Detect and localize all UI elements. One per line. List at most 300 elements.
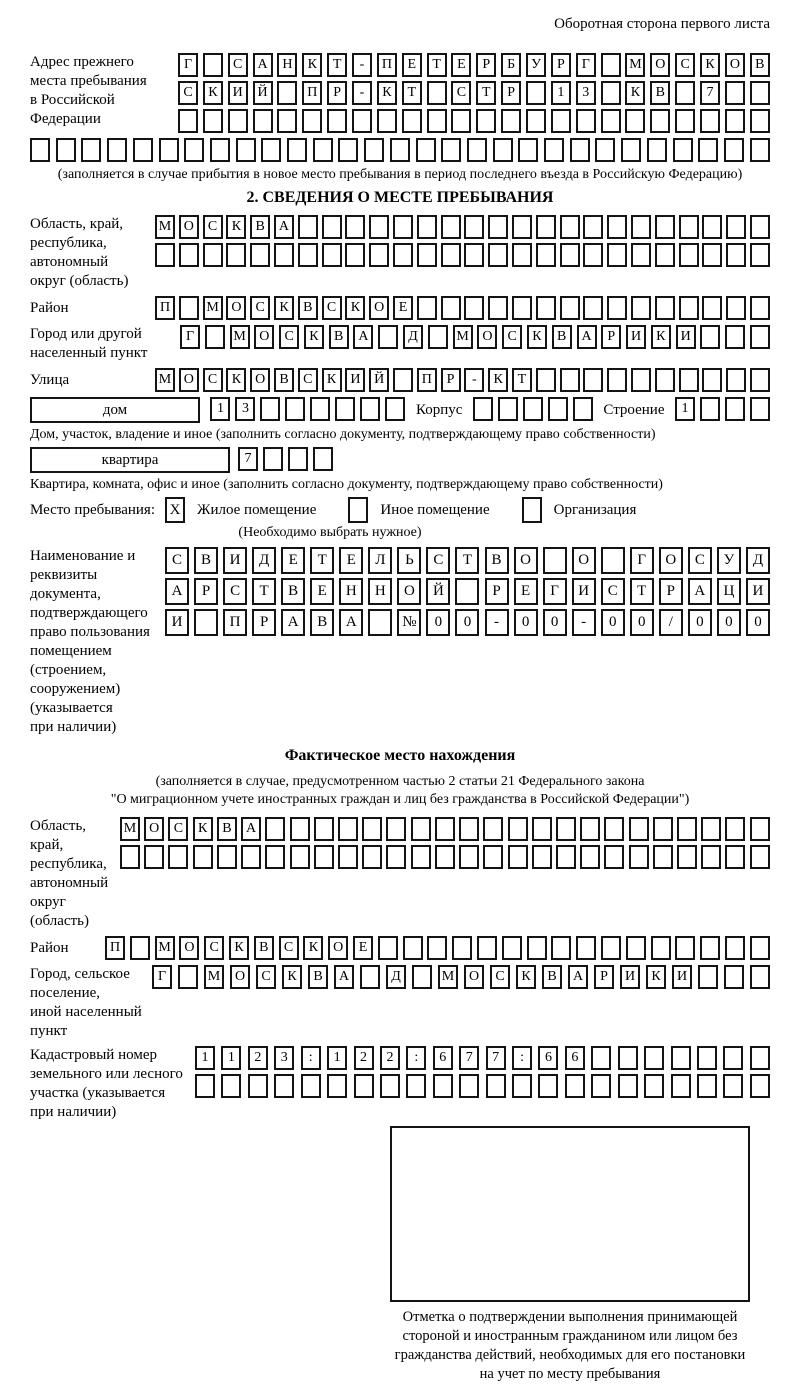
- char-cell[interactable]: [595, 138, 615, 162]
- char-cell[interactable]: [701, 817, 721, 841]
- char-cell[interactable]: 3: [274, 1046, 294, 1070]
- char-cell[interactable]: [583, 215, 603, 239]
- char-cell[interactable]: Т: [630, 578, 654, 605]
- char-cell[interactable]: [417, 215, 437, 239]
- char-cell[interactable]: Д: [403, 325, 423, 349]
- char-cell[interactable]: [750, 243, 770, 267]
- char-cell[interactable]: [647, 138, 667, 162]
- char-cell[interactable]: 0: [543, 609, 567, 636]
- char-cell[interactable]: 7: [700, 81, 720, 105]
- char-cell[interactable]: [56, 138, 76, 162]
- char-cell[interactable]: Т: [427, 53, 447, 77]
- char-cell[interactable]: [607, 368, 627, 392]
- char-cell[interactable]: [274, 243, 294, 267]
- char-cell[interactable]: Е: [402, 53, 422, 77]
- char-cell[interactable]: [464, 296, 484, 320]
- char-cell[interactable]: О: [254, 325, 274, 349]
- char-cell[interactable]: Г: [180, 325, 200, 349]
- char-cell[interactable]: 0: [717, 609, 741, 636]
- char-cell[interactable]: [459, 845, 479, 869]
- char-cell[interactable]: [723, 1046, 743, 1070]
- char-cell[interactable]: М: [438, 965, 458, 989]
- char-cell[interactable]: [168, 845, 188, 869]
- char-cell[interactable]: [459, 1074, 479, 1098]
- char-cell[interactable]: [277, 109, 297, 133]
- char-cell[interactable]: [601, 547, 625, 574]
- char-cell[interactable]: 7: [486, 1046, 506, 1070]
- char-cell[interactable]: [411, 845, 431, 869]
- char-cell[interactable]: [144, 845, 164, 869]
- char-cell[interactable]: [403, 936, 423, 960]
- char-cell[interactable]: [277, 81, 297, 105]
- char-cell[interactable]: 0: [426, 609, 450, 636]
- char-cell[interactable]: С: [256, 965, 276, 989]
- char-cell[interactable]: А: [339, 609, 363, 636]
- char-cell[interactable]: К: [625, 81, 645, 105]
- char-cell[interactable]: А: [334, 965, 354, 989]
- char-cell[interactable]: [263, 447, 283, 471]
- char-cell[interactable]: [433, 1074, 453, 1098]
- char-cell[interactable]: В: [542, 965, 562, 989]
- char-cell[interactable]: [527, 936, 547, 960]
- char-cell[interactable]: [543, 547, 567, 574]
- char-cell[interactable]: [236, 138, 256, 162]
- char-cell[interactable]: [393, 243, 413, 267]
- char-cell[interactable]: :: [406, 1046, 426, 1070]
- char-cell[interactable]: [250, 243, 270, 267]
- char-cell[interactable]: [573, 397, 593, 421]
- char-cell[interactable]: [81, 138, 101, 162]
- char-cell[interactable]: [362, 817, 382, 841]
- char-cell[interactable]: [679, 296, 699, 320]
- house-wide-box[interactable]: дом: [30, 397, 200, 423]
- char-cell[interactable]: [702, 215, 722, 239]
- char-cell[interactable]: В: [250, 215, 270, 239]
- char-cell[interactable]: О: [397, 578, 421, 605]
- char-cell[interactable]: [483, 817, 503, 841]
- char-cell[interactable]: Н: [368, 578, 392, 605]
- char-cell[interactable]: -: [352, 53, 372, 77]
- char-cell[interactable]: [538, 1074, 558, 1098]
- char-cell[interactable]: К: [302, 53, 322, 77]
- char-cell[interactable]: 7: [238, 447, 258, 471]
- char-cell[interactable]: Г: [576, 53, 596, 77]
- char-cell[interactable]: [210, 138, 230, 162]
- char-cell[interactable]: [604, 845, 624, 869]
- char-cell[interactable]: [750, 296, 770, 320]
- char-cell[interactable]: [203, 53, 223, 77]
- char-cell[interactable]: [452, 936, 472, 960]
- char-cell[interactable]: [750, 368, 770, 392]
- char-cell[interactable]: В: [281, 578, 305, 605]
- char-cell[interactable]: Е: [310, 578, 334, 605]
- char-cell[interactable]: [345, 243, 365, 267]
- char-cell[interactable]: О: [328, 936, 348, 960]
- char-cell[interactable]: [322, 243, 342, 267]
- char-cell[interactable]: О: [179, 215, 199, 239]
- char-cell[interactable]: [362, 845, 382, 869]
- char-cell[interactable]: [697, 1074, 717, 1098]
- char-cell[interactable]: [377, 109, 397, 133]
- char-cell[interactable]: Г: [630, 547, 654, 574]
- char-cell[interactable]: Т: [402, 81, 422, 105]
- char-cell[interactable]: [508, 845, 528, 869]
- checkbox-inoe[interactable]: [348, 497, 368, 523]
- char-cell[interactable]: С: [601, 578, 625, 605]
- char-cell[interactable]: [591, 1074, 611, 1098]
- char-cell[interactable]: Л: [368, 547, 392, 574]
- char-cell[interactable]: [265, 817, 285, 841]
- char-cell[interactable]: [483, 845, 503, 869]
- char-cell[interactable]: Р: [485, 578, 509, 605]
- char-cell[interactable]: -: [352, 81, 372, 105]
- char-cell[interactable]: [677, 845, 697, 869]
- char-cell[interactable]: [195, 1074, 215, 1098]
- char-cell[interactable]: [314, 845, 334, 869]
- char-cell[interactable]: [30, 138, 50, 162]
- char-cell[interactable]: [338, 817, 358, 841]
- char-cell[interactable]: С: [203, 215, 223, 239]
- char-cell[interactable]: [364, 138, 384, 162]
- char-cell[interactable]: 0: [630, 609, 654, 636]
- char-cell[interactable]: [301, 1074, 321, 1098]
- char-cell[interactable]: [726, 368, 746, 392]
- char-cell[interactable]: :: [512, 1046, 532, 1070]
- char-cell[interactable]: [700, 936, 720, 960]
- char-cell[interactable]: [698, 965, 718, 989]
- char-cell[interactable]: [583, 243, 603, 267]
- char-cell[interactable]: [725, 81, 745, 105]
- char-cell[interactable]: К: [282, 965, 302, 989]
- char-cell[interactable]: [675, 936, 695, 960]
- char-cell[interactable]: [618, 1046, 638, 1070]
- char-cell[interactable]: Ь: [397, 547, 421, 574]
- char-cell[interactable]: Р: [194, 578, 218, 605]
- char-cell[interactable]: Г: [178, 53, 198, 77]
- char-cell[interactable]: К: [345, 296, 365, 320]
- char-cell[interactable]: [441, 138, 461, 162]
- char-cell[interactable]: 0: [688, 609, 712, 636]
- char-cell[interactable]: [644, 1074, 664, 1098]
- char-cell[interactable]: В: [485, 547, 509, 574]
- char-cell[interactable]: В: [298, 296, 318, 320]
- char-cell[interactable]: О: [572, 547, 596, 574]
- char-cell[interactable]: [560, 215, 580, 239]
- char-cell[interactable]: [556, 845, 576, 869]
- char-cell[interactable]: В: [310, 609, 334, 636]
- char-cell[interactable]: К: [377, 81, 397, 105]
- char-cell[interactable]: К: [274, 296, 294, 320]
- char-cell[interactable]: [618, 1074, 638, 1098]
- char-cell[interactable]: М: [120, 817, 140, 841]
- char-cell[interactable]: [655, 243, 675, 267]
- char-cell[interactable]: С: [203, 368, 223, 392]
- char-cell[interactable]: И: [228, 81, 248, 105]
- char-cell[interactable]: В: [329, 325, 349, 349]
- char-cell[interactable]: Т: [327, 53, 347, 77]
- char-cell[interactable]: [369, 243, 389, 267]
- char-cell[interactable]: У: [526, 53, 546, 77]
- char-cell[interactable]: 7: [459, 1046, 479, 1070]
- char-cell[interactable]: В: [217, 817, 237, 841]
- char-cell[interactable]: Д: [252, 547, 276, 574]
- char-cell[interactable]: [725, 325, 745, 349]
- char-cell[interactable]: [750, 936, 770, 960]
- char-cell[interactable]: [512, 296, 532, 320]
- char-cell[interactable]: М: [204, 965, 224, 989]
- char-cell[interactable]: К: [193, 817, 213, 841]
- char-cell[interactable]: [427, 81, 447, 105]
- char-cell[interactable]: С: [451, 81, 471, 105]
- char-cell[interactable]: [629, 845, 649, 869]
- char-cell[interactable]: О: [659, 547, 683, 574]
- char-cell[interactable]: [679, 243, 699, 267]
- char-cell[interactable]: [217, 845, 237, 869]
- char-cell[interactable]: С: [688, 547, 712, 574]
- checkbox-organizaciya[interactable]: [522, 497, 542, 523]
- char-cell[interactable]: [435, 845, 455, 869]
- char-cell[interactable]: Р: [476, 53, 496, 77]
- char-cell[interactable]: [179, 296, 199, 320]
- char-cell[interactable]: [532, 817, 552, 841]
- char-cell[interactable]: О: [144, 817, 164, 841]
- char-cell[interactable]: Р: [501, 81, 521, 105]
- char-cell[interactable]: [464, 243, 484, 267]
- char-cell[interactable]: Е: [451, 53, 471, 77]
- char-cell[interactable]: [536, 243, 556, 267]
- char-cell[interactable]: [241, 845, 261, 869]
- char-cell[interactable]: К: [226, 215, 246, 239]
- char-cell[interactable]: О: [464, 965, 484, 989]
- char-cell[interactable]: [725, 817, 745, 841]
- char-cell[interactable]: А: [688, 578, 712, 605]
- char-cell[interactable]: [536, 368, 556, 392]
- char-cell[interactable]: В: [274, 368, 294, 392]
- char-cell[interactable]: [726, 243, 746, 267]
- char-cell[interactable]: [488, 296, 508, 320]
- char-cell[interactable]: [700, 397, 720, 421]
- char-cell[interactable]: Е: [339, 547, 363, 574]
- char-cell[interactable]: [677, 817, 697, 841]
- char-cell[interactable]: [724, 965, 744, 989]
- char-cell[interactable]: О: [650, 53, 670, 77]
- char-cell[interactable]: [385, 397, 405, 421]
- char-cell[interactable]: В: [552, 325, 572, 349]
- char-cell[interactable]: П: [105, 936, 125, 960]
- char-cell[interactable]: [651, 936, 671, 960]
- char-cell[interactable]: А: [241, 817, 261, 841]
- char-cell[interactable]: Б: [501, 53, 521, 77]
- char-cell[interactable]: С: [675, 53, 695, 77]
- char-cell[interactable]: С: [228, 53, 248, 77]
- char-cell[interactable]: 1: [551, 81, 571, 105]
- char-cell[interactable]: [427, 936, 447, 960]
- char-cell[interactable]: 0: [455, 609, 479, 636]
- char-cell[interactable]: [441, 296, 461, 320]
- char-cell[interactable]: [441, 215, 461, 239]
- char-cell[interactable]: /: [659, 609, 683, 636]
- char-cell[interactable]: [631, 368, 651, 392]
- char-cell[interactable]: [203, 109, 223, 133]
- char-cell[interactable]: [631, 243, 651, 267]
- char-cell[interactable]: [607, 215, 627, 239]
- char-cell[interactable]: [248, 1074, 268, 1098]
- char-cell[interactable]: 2: [380, 1046, 400, 1070]
- char-cell[interactable]: 1: [675, 397, 695, 421]
- char-cell[interactable]: М: [453, 325, 473, 349]
- char-cell[interactable]: И: [626, 325, 646, 349]
- char-cell[interactable]: 2: [248, 1046, 268, 1070]
- char-cell[interactable]: Р: [601, 325, 621, 349]
- char-cell[interactable]: [338, 845, 358, 869]
- char-cell[interactable]: А: [577, 325, 597, 349]
- char-cell[interactable]: П: [155, 296, 175, 320]
- char-cell[interactable]: [750, 325, 770, 349]
- char-cell[interactable]: [501, 109, 521, 133]
- char-cell[interactable]: [441, 243, 461, 267]
- char-cell[interactable]: [368, 609, 392, 636]
- char-cell[interactable]: А: [274, 215, 294, 239]
- char-cell[interactable]: [184, 138, 204, 162]
- char-cell[interactable]: [726, 296, 746, 320]
- char-cell[interactable]: [393, 215, 413, 239]
- char-cell[interactable]: С: [298, 368, 318, 392]
- char-cell[interactable]: [560, 243, 580, 267]
- char-cell[interactable]: [512, 1074, 532, 1098]
- char-cell[interactable]: Й: [426, 578, 450, 605]
- char-cell[interactable]: [473, 397, 493, 421]
- char-cell[interactable]: [601, 936, 621, 960]
- char-cell[interactable]: [671, 1046, 691, 1070]
- char-cell[interactable]: О: [179, 368, 199, 392]
- char-cell[interactable]: [338, 138, 358, 162]
- char-cell[interactable]: [655, 296, 675, 320]
- char-cell[interactable]: 6: [565, 1046, 585, 1070]
- char-cell[interactable]: О: [226, 296, 246, 320]
- char-cell[interactable]: [416, 138, 436, 162]
- char-cell[interactable]: К: [322, 368, 342, 392]
- char-cell[interactable]: О: [369, 296, 389, 320]
- char-cell[interactable]: [583, 368, 603, 392]
- char-cell[interactable]: [455, 578, 479, 605]
- char-cell[interactable]: Й: [253, 81, 273, 105]
- char-cell[interactable]: Е: [281, 547, 305, 574]
- char-cell[interactable]: [298, 215, 318, 239]
- char-cell[interactable]: Р: [659, 578, 683, 605]
- char-cell[interactable]: А: [165, 578, 189, 605]
- char-cell[interactable]: Т: [310, 547, 334, 574]
- char-cell[interactable]: [290, 817, 310, 841]
- char-cell[interactable]: У: [717, 547, 741, 574]
- char-cell[interactable]: [402, 109, 422, 133]
- char-cell[interactable]: [629, 817, 649, 841]
- char-cell[interactable]: 3: [576, 81, 596, 105]
- char-cell[interactable]: [411, 817, 431, 841]
- char-cell[interactable]: [287, 138, 307, 162]
- char-cell[interactable]: [352, 109, 372, 133]
- checkbox-zhiloe[interactable]: X: [165, 497, 185, 523]
- char-cell[interactable]: П: [377, 53, 397, 77]
- char-cell[interactable]: [178, 109, 198, 133]
- char-cell[interactable]: С: [502, 325, 522, 349]
- char-cell[interactable]: [502, 936, 522, 960]
- char-cell[interactable]: [576, 109, 596, 133]
- char-cell[interactable]: [412, 965, 432, 989]
- char-cell[interactable]: [130, 936, 150, 960]
- char-cell[interactable]: Т: [252, 578, 276, 605]
- char-cell[interactable]: М: [155, 368, 175, 392]
- char-cell[interactable]: [120, 845, 140, 869]
- char-cell[interactable]: О: [514, 547, 538, 574]
- char-cell[interactable]: [390, 138, 410, 162]
- char-cell[interactable]: [601, 109, 621, 133]
- char-cell[interactable]: [551, 109, 571, 133]
- char-cell[interactable]: А: [253, 53, 273, 77]
- char-cell[interactable]: С: [178, 81, 198, 105]
- char-cell[interactable]: С: [279, 325, 299, 349]
- char-cell[interactable]: Т: [476, 81, 496, 105]
- char-cell[interactable]: [226, 243, 246, 267]
- char-cell[interactable]: [583, 296, 603, 320]
- char-cell[interactable]: [675, 109, 695, 133]
- char-cell[interactable]: -: [464, 368, 484, 392]
- char-cell[interactable]: [526, 81, 546, 105]
- char-cell[interactable]: [725, 397, 745, 421]
- char-cell[interactable]: [205, 325, 225, 349]
- char-cell[interactable]: [725, 109, 745, 133]
- char-cell[interactable]: Е: [393, 296, 413, 320]
- char-cell[interactable]: [655, 215, 675, 239]
- char-cell[interactable]: М: [155, 936, 175, 960]
- char-cell[interactable]: Р: [327, 81, 347, 105]
- char-cell[interactable]: [702, 296, 722, 320]
- char-cell[interactable]: [580, 817, 600, 841]
- char-cell[interactable]: [560, 368, 580, 392]
- char-cell[interactable]: В: [194, 547, 218, 574]
- char-cell[interactable]: Н: [277, 53, 297, 77]
- char-cell[interactable]: [697, 1046, 717, 1070]
- char-cell[interactable]: П: [302, 81, 322, 105]
- char-cell[interactable]: 6: [433, 1046, 453, 1070]
- char-cell[interactable]: К: [303, 936, 323, 960]
- char-cell[interactable]: 6: [538, 1046, 558, 1070]
- char-cell[interactable]: Т: [512, 368, 532, 392]
- char-cell[interactable]: 0: [601, 609, 625, 636]
- char-cell[interactable]: [133, 138, 153, 162]
- char-cell[interactable]: [508, 817, 528, 841]
- char-cell[interactable]: [750, 215, 770, 239]
- char-cell[interactable]: [560, 296, 580, 320]
- char-cell[interactable]: [698, 138, 718, 162]
- char-cell[interactable]: [724, 138, 744, 162]
- char-cell[interactable]: [253, 109, 273, 133]
- char-cell[interactable]: [701, 845, 721, 869]
- char-cell[interactable]: [556, 817, 576, 841]
- char-cell[interactable]: [354, 1074, 374, 1098]
- char-cell[interactable]: [536, 215, 556, 239]
- char-cell[interactable]: [221, 1074, 241, 1098]
- char-cell[interactable]: [298, 243, 318, 267]
- char-cell[interactable]: [607, 243, 627, 267]
- char-cell[interactable]: М: [230, 325, 250, 349]
- char-cell[interactable]: [523, 397, 543, 421]
- char-cell[interactable]: [750, 965, 770, 989]
- char-cell[interactable]: А: [353, 325, 373, 349]
- char-cell[interactable]: М: [203, 296, 223, 320]
- char-cell[interactable]: [327, 109, 347, 133]
- char-cell[interactable]: Д: [386, 965, 406, 989]
- char-cell[interactable]: Е: [514, 578, 538, 605]
